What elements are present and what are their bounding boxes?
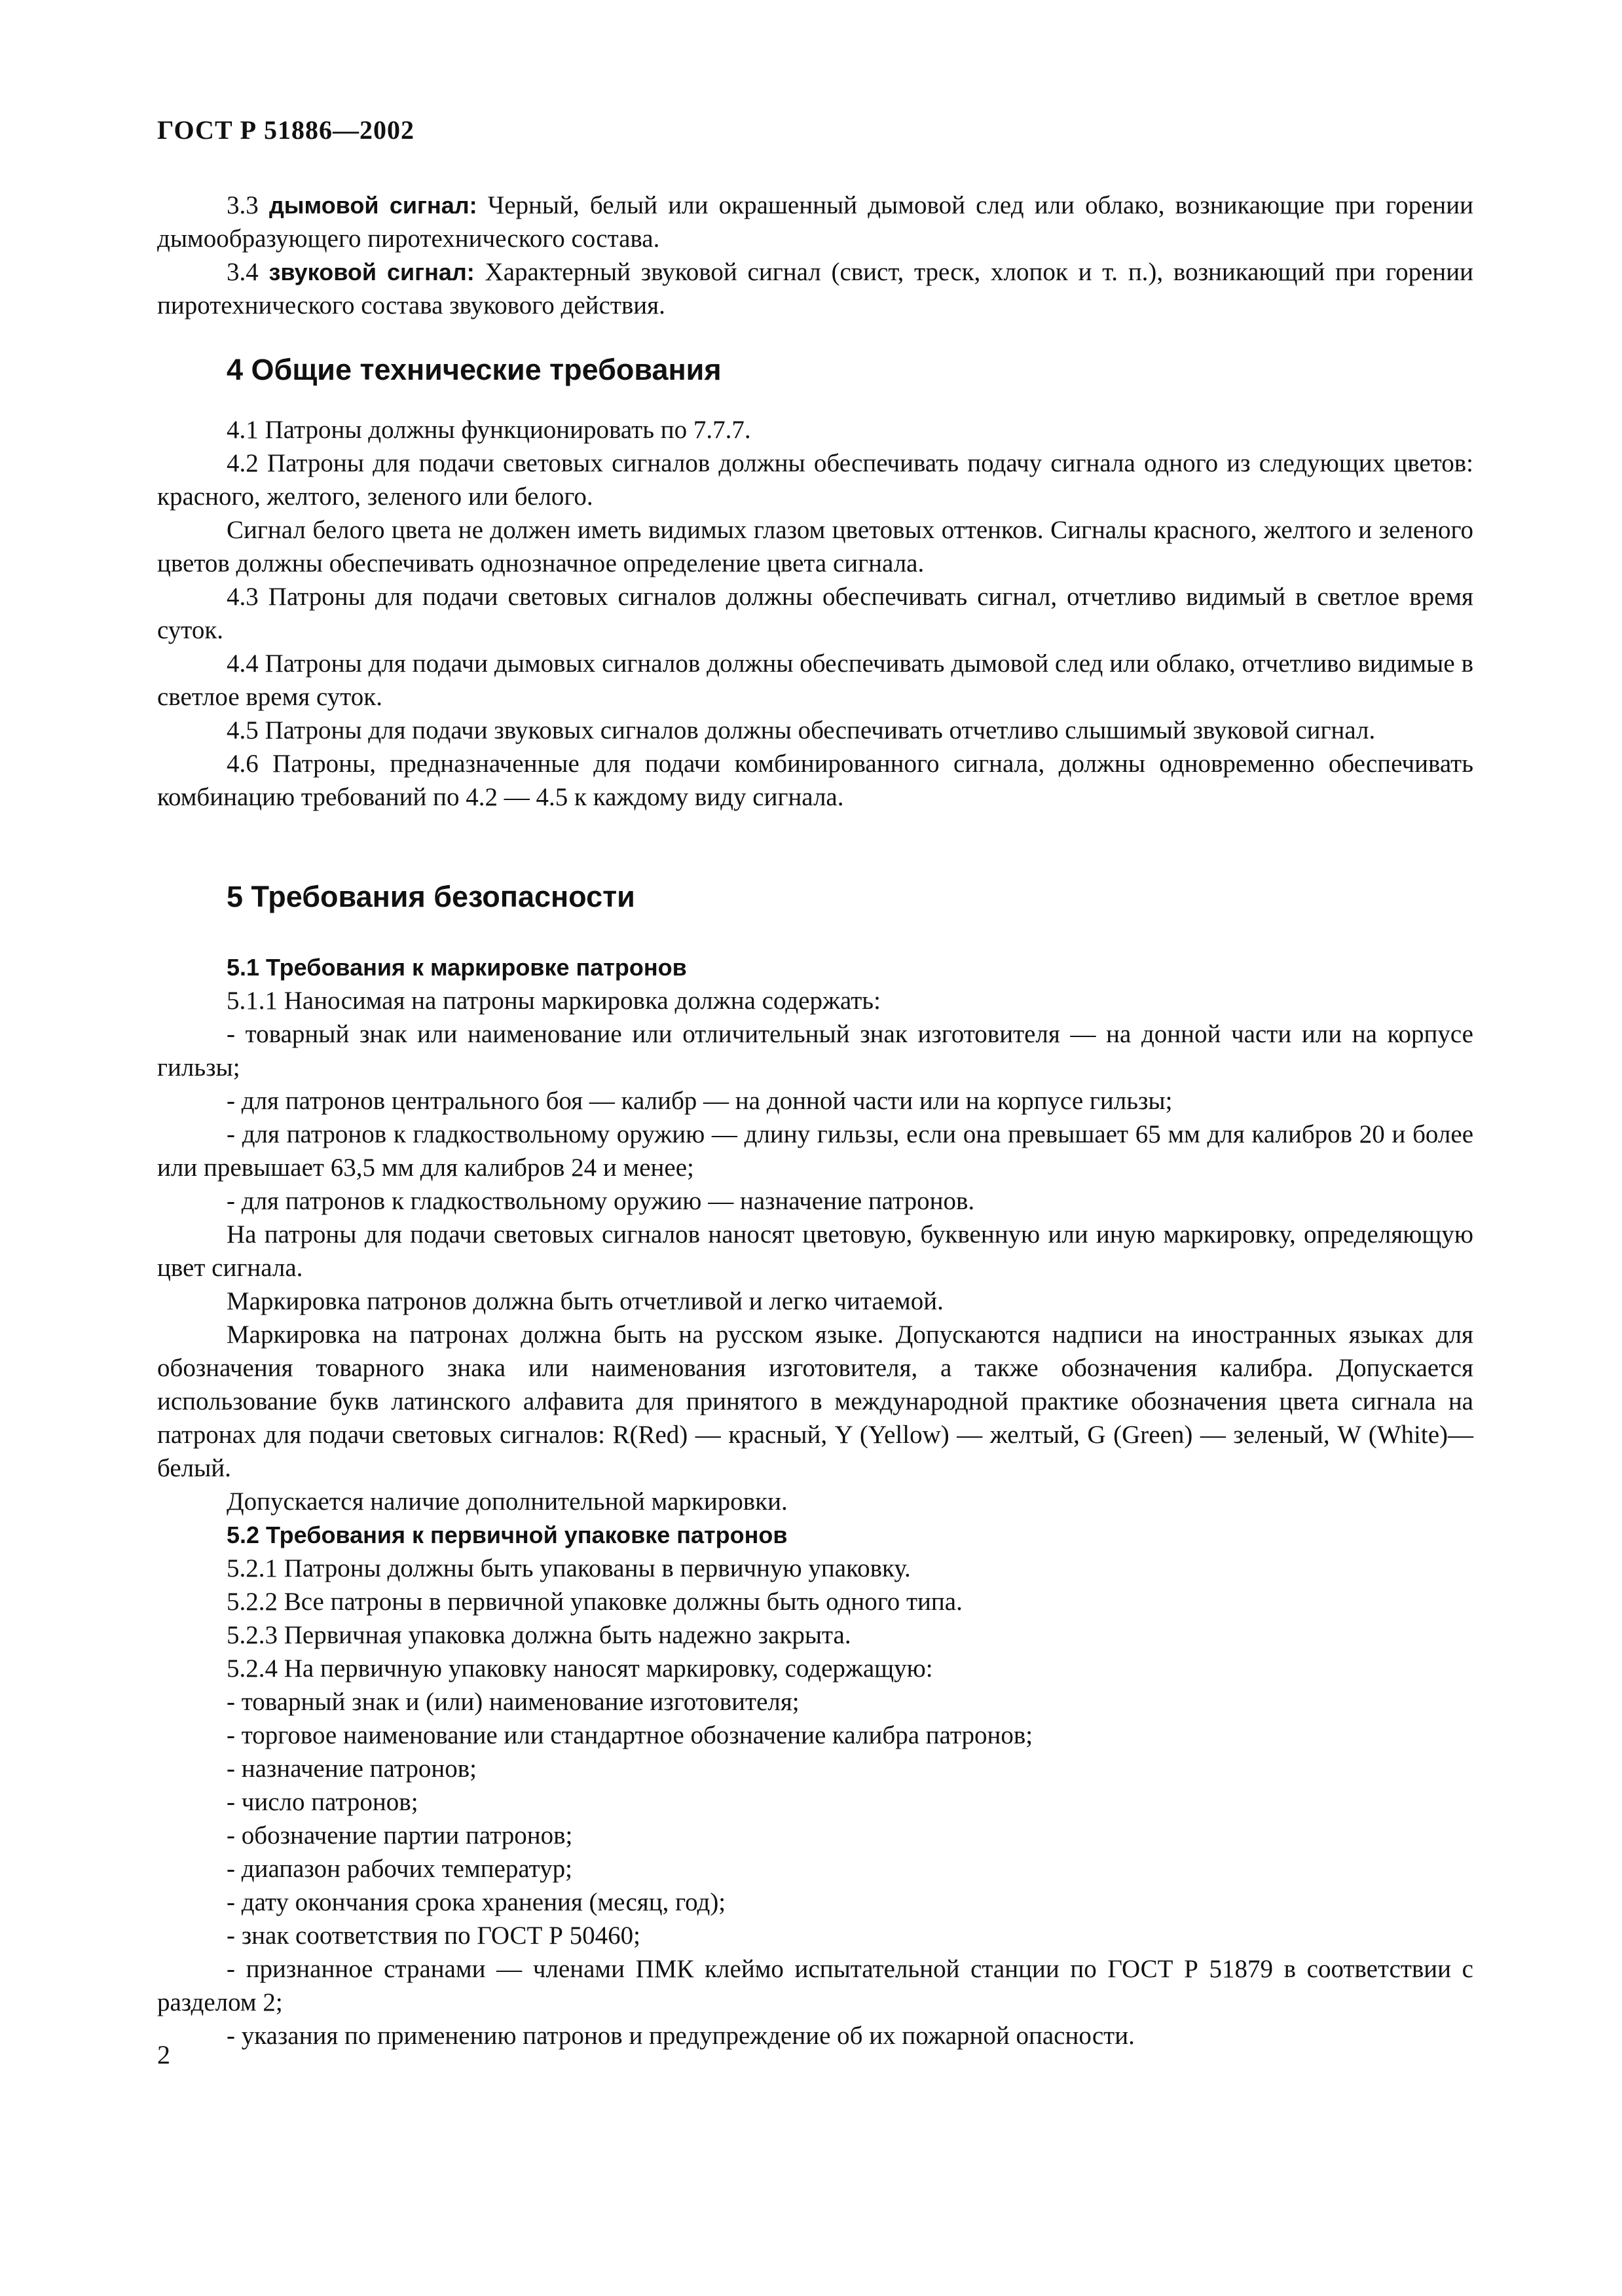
list-item: - для патронов центрального боя — калибр — на донной части или на корпусе гильзы; <box>227 1087 1173 1115</box>
section-4-heading: 4 Общие технические требования <box>227 353 722 386</box>
list-item: - для патронов к гладкоствольному оружию — назначение патронов. <box>227 1187 975 1215</box>
paragraph: Маркировка на патронах должна быть на русском языке. Допускаются надписи на иностранных языках для обозначения товарного знака или наименования изготовителя, а также обозначения калибра. Допускается использование букв латинского алфавита для принятого в международной практике обозначения цвета сигнала на патронах для подачи световых сигналов: R(Red) — красный, Y (Yellow) — желтый, G (Green) — зеленый, W (White)— белый. <box>157 1321 1473 1482</box>
document-code-header: ГОСТ Р 51886—2002 <box>157 115 415 145</box>
paragraph-5-1-1: 5.1.1 Наносимая на патроны маркировка должна содержать: <box>227 987 881 1015</box>
paragraph-3-4 <box>157 255 1473 322</box>
subsection-5-2-heading: 5.2 Требования к первичной упаковке патронов <box>227 1522 788 1548</box>
paragraph-3-3 <box>157 189 1473 255</box>
section-3-block <box>157 189 1473 322</box>
paragraph: На патроны для подачи световых сигналов наносят цветовую, буквенную или иную маркировку, определяющую цвет сигнала. <box>157 1220 1473 1282</box>
paragraph-5-2-1: 5.2.1 Патроны должны быть упакованы в первичную упаковку. <box>227 1554 911 1582</box>
paragraph-4-4: 4.4 Патроны для подачи дымовых сигналов должны обеспечивать дымовой след или облако, отчетливо видимые в светлое время суток. <box>157 649 1473 711</box>
clause-text: Характерный звуковой сигнал (свист, треск, хлопок и т. п.), возникающий при горении пиротехнического состава звукового действия. <box>157 258 1474 319</box>
list-item: - дату окончания срока хранения (месяц, год); <box>227 1888 726 1916</box>
paragraph-4-2-cont: Сигнал белого цвета не должен иметь видимых глазом цветовых оттенков. Сигналы красного, желтого и зеленого цветов должны обеспечивать однозначное определение цвета сигнала. <box>157 516 1473 577</box>
page-number: 2 <box>157 2040 170 2069</box>
paragraph-4-6: 4.6 Патроны, предназначенные для подачи комбинированного сигнала, должны одновременно обеспечивать комбинацию требований по 4.2 — 4.5 к каждому виду сигнала. <box>157 750 1473 811</box>
paragraph-5-2-2: 5.2.2 Все патроны в первичной упаковке должны быть одного типа. <box>227 1588 963 1616</box>
list-item: - товарный знак и (или) наименование изготовителя; <box>227 1688 800 1716</box>
list-item: - для патронов к гладкоствольному оружию — длину гильзы, если она превышает 65 мм для калибров 20 и более или превышает 63,5 мм для калибров 24 и менее; <box>157 1120 1473 1182</box>
list-item: - товарный знак или наименование или отличительный знак изготовителя — на донной части или на корпусе гильзы; <box>157 1020 1473 1082</box>
section-5-heading: 5 Требования безопасности <box>227 880 635 913</box>
section-5-block <box>157 877 1473 2052</box>
paragraph-4-3: 4.3 Патроны для подачи световых сигналов должны обеспечивать сигнал, отчетливо видимый в светлое время суток. <box>157 583 1473 644</box>
subsection-5-1-heading: 5.1 Требования к маркировке патронов <box>227 954 687 981</box>
list-item: - число патронов; <box>227 1788 418 1816</box>
paragraph-4-1: 4.1 Патроны должны функционировать по 7.7.7. <box>227 416 751 444</box>
paragraph-5-2-3: 5.2.3 Первичная упаковка должна быть надежно закрыта. <box>227 1621 851 1649</box>
paragraph: Маркировка патронов должна быть отчетливой и легко читаемой. <box>227 1287 944 1315</box>
paragraph-4-5: 4.5 Патроны для подачи звуковых сигналов должны обеспечивать отчетливо слышимый звуковой сигнал. <box>227 716 1376 744</box>
term-sound-signal: звуковой сигнал: <box>268 259 475 285</box>
section-4-block <box>157 350 1473 814</box>
paragraph-5-2-4: 5.2.4 На первичную упаковку наносят маркировку, содержащую: <box>227 1654 933 1683</box>
clause-number: 3.4 <box>227 258 259 286</box>
term-smoke-signal: дымовой сигнал: <box>268 192 477 219</box>
list-item: - указания по применению патронов и предупреждение об их пожарной опасности. <box>227 2022 1135 2050</box>
list-item: - обозначение партии патронов; <box>227 1821 573 1850</box>
list-item: - назначение патронов; <box>227 1755 477 1783</box>
paragraph: Допускается наличие дополнительной маркировки. <box>227 1487 788 1516</box>
clause-text: Черный, белый или окрашенный дымовой след или облако, возникающие при горении дымообразующего пиротехнического состава. <box>157 191 1474 253</box>
list-item: - признанное странами — членами ПМК клеймо испытательной станции по ГОСТ Р 51879 в соответствии с разделом 2; <box>157 1955 1473 2016</box>
list-item: - диапазон рабочих температур; <box>227 1855 572 1883</box>
list-item: - торговое наименование или стандартное обозначение калибра патронов; <box>227 1721 1033 1749</box>
list-item: - знак соответствия по ГОСТ Р 50460; <box>227 1922 640 1950</box>
clause-number: 3.3 <box>227 191 259 219</box>
paragraph-4-2: 4.2 Патроны для подачи световых сигналов должны обеспечивать подачу сигнала одного из следующих цветов: красного, желтого, зеленого или белого. <box>157 449 1473 511</box>
